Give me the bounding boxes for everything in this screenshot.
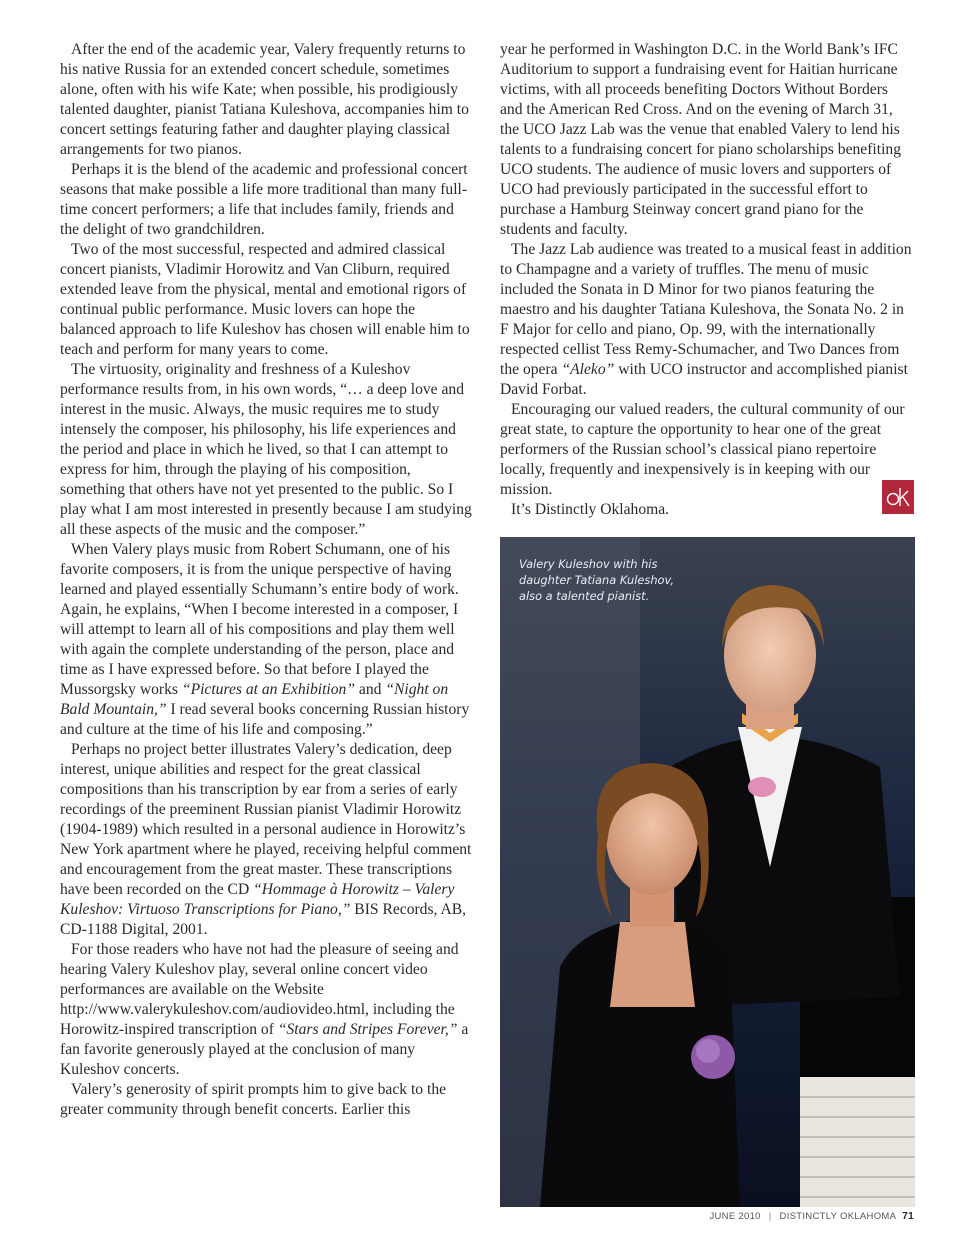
ok-logo-mark [884, 483, 912, 511]
paragraph-text: a fan favorite generously played at the conclusion of many Kuleshov concerts. [60, 1021, 469, 1078]
photo-illustration [500, 537, 915, 1207]
work-title: “Night on Bald Mountain,” [60, 681, 449, 718]
page-number: 71 [902, 1211, 914, 1222]
paragraph-text: with UCO instructor and accomplished pianist David Forbat. [500, 361, 908, 398]
paragraph-text: For those readers who have not had the pleasure of seeing and hearing Valery Kuleshov play, several online concert video performances are available on the Website http://www.valerykuleshov.com/audiovideo.html, including the Horowitz-inspired transcription of [60, 941, 459, 1038]
closing-line: It’s Distinctly Oklahoma. [511, 501, 670, 518]
piano-keys [800, 1077, 915, 1207]
ok-logo [882, 480, 914, 514]
paragraph-text: When Valery plays music from Robert Schumann, one of his favorite composers, it is from the unique perspective of having learned and played essentially Schumann’s entire body of work. Again, he explains, “When I become interested in a composer, I will attempt to learn all of his compositions and play them well with again the complete understanding of the person, place and time as I have expressed before. So that before I played the Mussorgsky works [60, 541, 459, 698]
article-left-column [60, 40, 472, 1120]
paragraph-text: Perhaps no project better illustrates Valery’s dedication, deep interest, unique abilities and respect for the great classical compositions than his transcription by ear from a series of early recordings of the preeminent Russian pianist Vladimir Horowitz (1904-1989) which resulted in a personal audience in Horowitz’s New York apartment where he played, receiving helpful comment and encouragement from the great master. These transcriptions have been recorded on the CD [60, 741, 472, 898]
paragraph-text: I read several books concerning Russian history and culture at the time of his life and composing.” [60, 701, 470, 738]
page-footer [709, 1211, 914, 1222]
article-right-column [500, 40, 912, 520]
work-title: “Pictures at an Exhibition” [181, 681, 356, 698]
paragraph [60, 740, 472, 940]
paragraph: The virtuosity, originality and freshness of a Kuleshov performance results from, in his own words, “… a deep love and interest in the music. Always, the music requires me to study intensely the composer, his philosophy, his life experiences and the period and place in which he lived, so that I can attempt to express for him, through the playing of his composition, something that others have not yet presented to the public. So I play what I am most interested in presently because I am studying all these aspects of the music and the composer.” [60, 361, 472, 538]
paragraph: Encouraging our valued readers, the cultural community of our great state, to capture the opportunity to hear one of the great performers of the Russian school’s classical piano repertoire locally, frequently and inexpensively is in keeping with our mission. [500, 401, 905, 498]
portrait-photo [500, 537, 915, 1207]
paragraph: year he performed in Washington D.C. in the World Bank’s IFC Auditorium to support a fundraising event for Haitian hurricane victims, with all proceeds benefiting Doctors Without Borders and the American Red Cross. And on the evening of March 31, the UCO Jazz Lab was the venue that enabled Valery to lend his talents to a fundraising concert for piano scholarships benefiting UCO students. The audience of music lovers and supporters of UCO had previously participated in the successful effort to purchase a Hamburg Steinway concert grand piano for the students and faculty. [500, 41, 901, 238]
paragraph-text: The Jazz Lab audience was treated to a musical feast in addition to Champagne and a variety of truffles. The menu of music included the Sonata in D Minor for two pianos featuring the maestro and his daughter Tatiana Kuleshova, the Sonata No. 2 in F Major for cello and piano, Op. 99, with the internationally respected cellist Tess Remy-Schumacher, and Two Dances from the opera [500, 241, 912, 378]
work-title: “Aleko” [561, 361, 615, 378]
paragraph: After the end of the academic year, Valery frequently returns to his native Russia for an extended concert schedule, sometimes alone, often with his wife Kate; when possible, his prodigiously talented daughter, pianist Tatiana Kuleshova, accompanies him to concert settings featuring father and daughter playing classical arrangements for two pianos. [60, 41, 469, 158]
paragraph: Perhaps it is the blend of the academic and professional concert seasons that make possible a life more traditional than many full-time concert performers; a life that includes family, friends and the delight of two grandchildren. [60, 161, 468, 238]
photo-caption: Valery Kuleshov with his daughter Tatiana Kuleshov, also a talented pianist. [519, 557, 674, 603]
paragraph [60, 540, 472, 740]
paragraph: Two of the most successful, respected and admired classical concert pianists, Vladimir Horowitz and Van Cliburn, required extended leave from the physical, mental and emotional rigors of continual public performance. Music lovers can hope the balanced approach to life Kuleshov has chosen will enable him to teach and perform for many years to come. [60, 241, 470, 358]
issue-date: JUNE 2010 [709, 1211, 761, 1222]
paragraph-text: and [355, 681, 386, 698]
cd-title: “Hommage à Horowitz – Valery Kuleshov: Virtuoso Transcriptions for Piano,” [60, 881, 455, 918]
paragraph-text: BIS Records, AB, CD-1188 Digital, 2001. [60, 901, 467, 938]
paragraph [500, 240, 912, 400]
work-title: “Stars and Stripes Forever,” [277, 1021, 458, 1038]
footer-separator: | [768, 1211, 772, 1222]
magazine-name: DISTINCTLY OKLAHOMA [779, 1211, 897, 1222]
paragraph [60, 940, 472, 1080]
paragraph: Valery’s generosity of spirit prompts him to give back to the greater community through benefit concerts. Earlier this [60, 1081, 447, 1118]
